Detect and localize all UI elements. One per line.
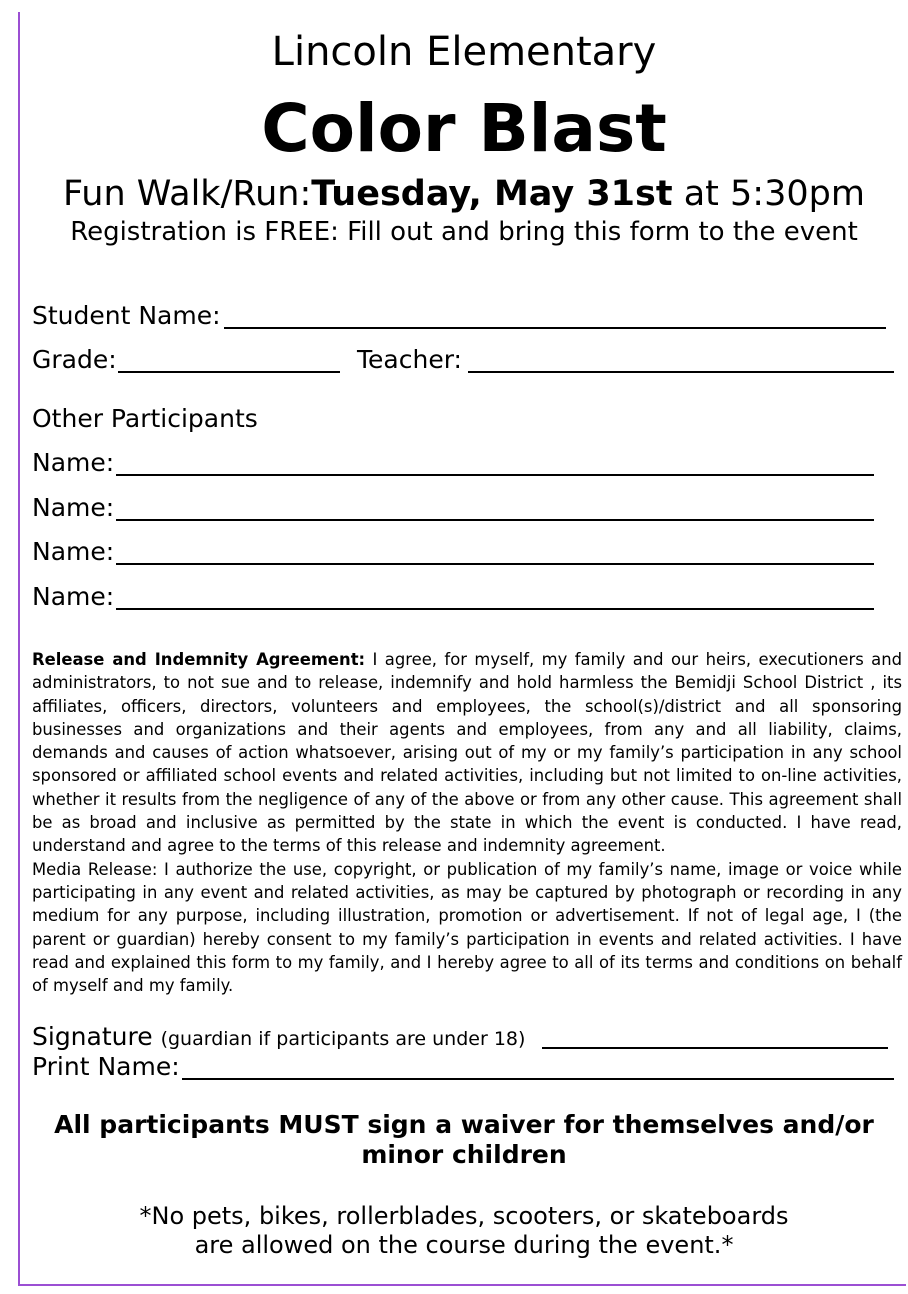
participant-name-field-4[interactable]: [116, 608, 874, 610]
participant-name-label-3: Name:: [32, 537, 115, 566]
media-release-paragraph: Media Release: I authorize the use, copyright, or publication of my family’s name, image or voice while participating in any event and related activities, as may be captured by photograph or recording in any medium for any purpose, including illustration, promotion or advertisement. If not of legal age, I (the parent or guardian) hereby consent to my family’s participation in events and related activities. I have read and explained this form to my family, and I hereby agree to all of its terms and conditions on behalf of myself and my family.: [32, 859, 902, 996]
release-agreement: [32, 648, 902, 997]
signature-label: Signature: [32, 1022, 153, 1051]
participant-name-label-2: Name:: [32, 493, 115, 522]
signature-field[interactable]: [542, 1047, 888, 1049]
print-name-label: Print Name:: [32, 1052, 180, 1081]
release-paragraph: [32, 648, 902, 858]
participant-name-field-1[interactable]: [116, 474, 874, 476]
registration-note: Registration is FREE: Fill out and bring this form to the event: [70, 217, 858, 247]
rules-line-1: *No pets, bikes, rollerblades, scooters, or skateboards: [139, 1202, 789, 1230]
signature-note: (guardian if participants are under 18): [160, 1028, 526, 1050]
event-date: Tuesday, May 31st: [311, 174, 673, 214]
teacher-label: Teacher:: [357, 345, 462, 374]
school-name: Lincoln Elementary: [271, 29, 657, 75]
teacher-field[interactable]: [468, 371, 894, 373]
student-name-field[interactable]: [224, 327, 886, 329]
participant-name-field-3[interactable]: [116, 563, 874, 565]
signature-label-row: [32, 1022, 525, 1054]
participant-name-field-2[interactable]: [116, 519, 874, 521]
student-name-label: Student Name:: [32, 301, 221, 330]
event-prefix: Fun Walk/Run:: [63, 174, 312, 214]
rules-line-2: are allowed on the course during the event.*: [194, 1231, 734, 1259]
release-text: I agree, for myself, my family and our heirs, executioners and administrators, to not sue and to release, indemnify and hold harmless the Bemidji School District , its affiliates, officers, directors, volunteers and employees, the school(s)/district and all sponsoring businesses and organizations and their agents and employees, from any and all liability, claims, demands and causes of action whatsoever, arising out of my or my family’s participation in any school sponsored or affiliated school events and related activities, including but not limited to on-line activities, whether it results from the negligence of any of the above or from any other cause. This agreement shall be as broad and inclusive as permitted by the state in which the event is conducted. I have read, understand and agree to the terms of this release and indemnity agreement.: [32, 650, 903, 856]
course-rules: [20, 1202, 908, 1260]
release-heading: Release and Indemnity Agreement:: [32, 650, 366, 669]
participant-name-label-1: Name:: [32, 448, 115, 477]
other-participants-heading: Other Participants: [32, 404, 258, 433]
event-time: at 5:30pm: [672, 174, 865, 214]
event-title: Color Blast: [261, 90, 667, 167]
participant-name-label-4: Name:: [32, 582, 115, 611]
grade-label: Grade:: [32, 345, 117, 374]
waiver-notice: All participants MUST sign a waiver for themselves and/or minor children: [54, 1110, 874, 1169]
print-name-field[interactable]: [182, 1078, 894, 1080]
event-details: [20, 172, 908, 216]
grade-field[interactable]: [118, 371, 340, 373]
